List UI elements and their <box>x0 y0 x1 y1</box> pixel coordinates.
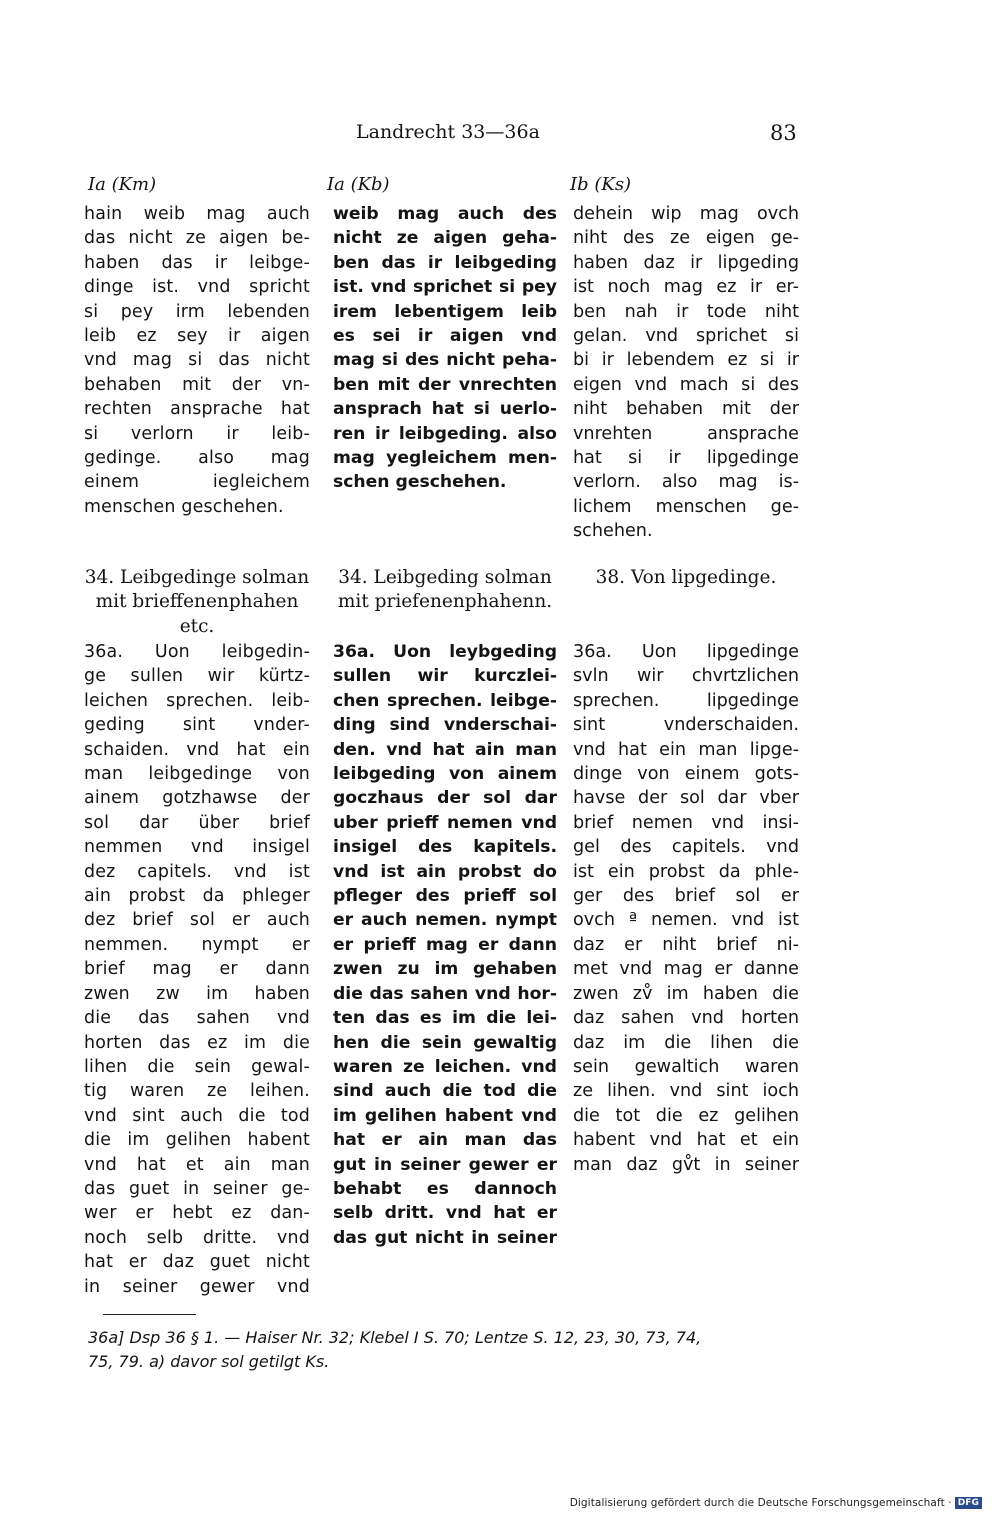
column-km-upper-line: einem iegleichem <box>84 472 310 493</box>
footnote-line-1: 36a] Dsp 36 § 1. — Haiser Nr. 32; Klebel I S. 70; Lentze S. 12, 23, 30, 73, 74, <box>88 1328 702 1347</box>
column-kb-lower-line: das gut nicht in seiner <box>333 1227 557 1248</box>
dfg-logo: DFG <box>955 1497 982 1509</box>
column-kb-lower-line: waren ze leichen. vnd <box>333 1056 557 1077</box>
column-km-lower-line: in seiner gewer vnd <box>84 1276 310 1297</box>
column-kb-lower-line: vnd ist ain probst do <box>333 861 557 882</box>
column-ks-section-title <box>573 566 799 590</box>
column-km-upper-line: haben das ir leibge- <box>84 252 310 273</box>
column-km-upper-line: leib ez sey ir aigen <box>84 326 310 347</box>
column-kb-lower-line: uber prieff nemen vnd <box>333 812 557 833</box>
column-kb-lower-line: hen die sein gewaltig <box>333 1032 557 1053</box>
column-km-lower-line: die das sahen vnd <box>84 1008 310 1029</box>
column-km-lower-line: die im gelihen habent <box>84 1130 310 1151</box>
column-ks-lower-line: daz er niht brief ni- <box>573 934 799 955</box>
column-km-lower-line: ge sullen wir kürtz- <box>84 666 310 687</box>
column-kb-upper-line: irem lebentigem leib <box>333 301 557 322</box>
column-km-upper-line: gedinge. also mag <box>84 448 310 469</box>
column-ks-lower-line: dinge von einem gots- <box>573 764 799 785</box>
page-header <box>0 121 1000 149</box>
column-km-upper-line: dinge ist. vnd spricht <box>84 277 310 298</box>
column-km-upper-line: rechten ansprache hat <box>84 399 310 420</box>
column-ks-lower-line: havse der sol dar vber <box>573 788 799 809</box>
column-ks-upper-line: lichem menschen ge- <box>573 496 799 517</box>
column-kb-title-line: enphahenn. <box>441 591 553 613</box>
column-km-upper-line: behaben mit der vn- <box>84 374 310 395</box>
column-km-lower-line: vnd hat et ain man <box>84 1154 310 1175</box>
column-kb-lower-line: behabt es dannoch <box>333 1178 557 1199</box>
column-ks-upper-line: ben nah ir tode niht <box>573 301 799 322</box>
column-kb-upper-line: ben mit der vnrechten <box>333 374 557 395</box>
column-kb-lower-line: hat er ain man das <box>333 1130 557 1151</box>
column-km-lower-line: lihen die sein gewal- <box>84 1056 310 1077</box>
column-kb-lower-line: insigel des kapitels. <box>333 837 557 858</box>
column-km-lower-line: leichen sprechen. leib- <box>84 690 310 711</box>
column-ks-lower-line: habent vnd hat et ein <box>573 1130 799 1151</box>
column-km-lower-line: nemmen vnd insigel <box>84 837 310 858</box>
column-kb-lower-line: zwen zu im gehaben <box>333 959 557 980</box>
column-ks-lower-line: ger des brief sol er <box>573 886 799 907</box>
column-kb-upper-line: mag si des nicht peha- <box>333 350 557 371</box>
column-ks-upper-line: dehein wip mag ovch <box>573 204 799 224</box>
column-kb-upper-line: ist. vnd sprichet si pey <box>333 277 557 298</box>
column-kb-lower-line: ding sind vnderschai- <box>333 715 557 736</box>
column-kb-lower-line: die das sahen vnd hor- <box>333 983 557 1004</box>
column-ks-lower-line: daz im die lihen die <box>573 1032 799 1053</box>
column-km-lower-line: nemmen. nympt er <box>84 934 310 955</box>
column-ks-upper-line: ist noch mag ez ir er- <box>573 277 799 298</box>
column-ks-lower-line: man daz gv̊t in seiner <box>573 1154 799 1175</box>
column-ks-upper-line: gelan. vnd sprichet si <box>573 326 799 347</box>
column-km-lower-line: vnd sint auch die tod <box>84 1105 310 1126</box>
column-ks-upper-line: hat si ir lipgedinge <box>573 448 799 469</box>
column-kb-upper-line: nicht ze aigen geha- <box>333 228 557 249</box>
column-km-title-line: enphahen etc. <box>179 591 299 637</box>
column-kb-lower-line: leibgeding von ainem <box>333 764 557 785</box>
column-ks-lower-line: die tot die ez gelihen <box>573 1105 799 1126</box>
funding-credit <box>570 1497 982 1509</box>
column-kb-upper-line: mag yegleichem men- <box>333 448 557 469</box>
column-kb-lower-line: chen sprechen. leibge- <box>333 690 557 711</box>
column-kb-upper-line: ben das ir leibgeding <box>333 252 557 273</box>
column-siglum-km: Ia (Km) <box>88 174 157 195</box>
column-km-lower-line: geding sint vnder- <box>84 715 310 736</box>
column-km-lower-line: sol dar über brief <box>84 812 310 833</box>
column-kb-upper-line: es sei ir aigen vnd <box>333 326 557 347</box>
column-ks-lower-line: sprechen. lipgedinge <box>573 690 799 711</box>
column-km-title-line: 34. Leibgedinge sol <box>84 567 269 588</box>
column-ks-upper-line: niht behaben mit der <box>573 399 799 420</box>
column-kb-lower-line: er auch nemen. nympt <box>333 910 557 931</box>
column-ks-upper-line: verlorn. also mag is- <box>573 472 799 493</box>
column-siglum-kb: Ia (Kb) <box>327 174 390 195</box>
column-ks-upper-line: haben daz ir lipgeding <box>573 252 799 273</box>
column-km-upper-line: das nicht ze aigen be- <box>84 228 310 249</box>
footnote <box>88 1326 808 1374</box>
column-kb-lower-line: sullen wir kurczlei- <box>333 666 557 687</box>
column-kb-upper-line: ren ir leibgeding. also <box>333 423 557 444</box>
column-ks-upper-line: eigen vnd mach si des <box>573 374 799 395</box>
page-number: 83 <box>770 121 797 145</box>
funding-note: Digitalisierung gefördert durch die Deutsche Forschungsgemeinschaft · <box>569 1497 952 1509</box>
column-kb-lower-line: ten das es im die lei- <box>333 1008 557 1029</box>
running-title: Landrecht 33—36a <box>356 121 540 143</box>
column-km-lower-text <box>84 640 310 1299</box>
column-kb-title-line: 34. Leibgeding sol <box>338 567 512 588</box>
column-kb-lower-line: den. vnd hat ain man <box>333 739 557 760</box>
column-km-lower-line: wer er hebt ez dan- <box>84 1203 310 1224</box>
column-ks-upper-line: bi ir lebendem ez si ir <box>573 350 799 371</box>
column-kb-lower-line: 36a. Uon leybgeding <box>333 642 557 662</box>
column-km-upper-line: menschen geschehen. <box>84 496 284 517</box>
column-ks-lower-line: zwen zv̊ im haben die <box>573 983 799 1004</box>
column-km-upper-line: hain weib mag auch <box>84 204 310 224</box>
column-ks-lower-line: ist ein probst da phle- <box>573 861 799 882</box>
column-ks-title-line: 38. Von lipgedinge. <box>595 567 777 588</box>
column-kb-lower-line: gut in seiner gewer er <box>333 1154 557 1175</box>
column-ks-lower-line: ze lihen. vnd sint ioch <box>573 1081 799 1102</box>
column-ks-lower-line: brief nemen vnd insi- <box>573 812 799 833</box>
column-km-upper-line: vnd mag si das nicht <box>84 350 310 371</box>
column-kb-lower-line: sind auch die tod die <box>333 1081 557 1102</box>
column-km-lower-line: hat er daz guet nicht <box>84 1252 310 1273</box>
column-kb-lower-line: goczhaus der sol dar <box>333 788 557 809</box>
column-km-lower-line: horten das ez im die <box>84 1032 310 1053</box>
column-ks-upper-line: niht des ze eigen ge- <box>573 228 799 249</box>
column-ks-upper-text <box>573 202 799 544</box>
column-ks-lower-line: ovch ª nemen. vnd ist <box>573 910 799 931</box>
footnote-line-2: 75, 79. a) davor sol getilgt Ks. <box>88 1352 330 1371</box>
column-siglum-ks: Ib (Ks) <box>570 174 632 195</box>
column-km-lower-line: schaiden. vnd hat ein <box>84 739 310 760</box>
column-km-section-title <box>84 566 310 639</box>
column-km-lower-line: man leibgedinge von <box>84 764 310 785</box>
column-ks-lower-line: svln wir chvrtzlichen <box>573 666 799 687</box>
column-ks-upper-line: vnrehten ansprache <box>573 423 799 444</box>
column-km-lower-line: brief mag er dann <box>84 959 310 980</box>
column-kb-lower-line: im gelihen habent vnd <box>333 1105 557 1126</box>
column-km-lower-line: dez brief sol er auch <box>84 910 310 931</box>
column-km-title-line: man mit brieffen <box>95 567 310 613</box>
footnote-rule <box>103 1314 196 1315</box>
column-kb-lower-line: er prieff mag er dann <box>333 934 557 955</box>
column-km-lower-line: das guet in seiner ge- <box>84 1178 310 1199</box>
column-kb-section-title <box>333 566 557 615</box>
column-kb-upper-line: weib mag auch des <box>333 204 557 224</box>
column-kb-upper-line: schen geschehen. <box>333 472 507 493</box>
column-km-lower-line: ainem gotzhawse der <box>84 788 310 809</box>
column-ks-lower-line: gel des capitels. vnd <box>573 837 799 858</box>
column-kb-title-line: man mit priefen <box>337 567 552 613</box>
column-kb-upper-text <box>333 202 557 495</box>
column-kb-upper-line: ansprach hat si uerlo- <box>333 399 557 420</box>
column-km-lower-line: tig waren ze leihen. <box>84 1081 310 1102</box>
column-km-lower-line: 36a. Uon leibgedin- <box>84 642 310 662</box>
column-km-lower-line: zwen zw im haben <box>84 983 310 1004</box>
column-ks-lower-text <box>573 640 799 1177</box>
column-km-lower-line: noch selb dritte. vnd <box>84 1227 310 1248</box>
column-kb-lower-line: pfleger des prieff sol <box>333 886 557 907</box>
column-ks-upper-line: schehen. <box>573 521 653 542</box>
column-ks-lower-line: sein gewaltich waren <box>573 1056 799 1077</box>
column-km-upper-line: si pey irm lebenden <box>84 301 310 322</box>
column-km-upper-line: si verlorn ir leib- <box>84 423 310 444</box>
column-ks-lower-line: sint vnderschaiden. <box>573 715 799 736</box>
column-km-upper-text <box>84 202 310 519</box>
column-km-lower-line: dez capitels. vnd ist <box>84 861 310 882</box>
column-kb-lower-line: selb dritt. vnd hat er <box>333 1203 557 1224</box>
column-ks-lower-line: vnd hat ein man lipge- <box>573 739 799 760</box>
column-ks-lower-line: daz sahen vnd horten <box>573 1008 799 1029</box>
column-ks-lower-line: 36a. Uon lipgedinge <box>573 642 799 662</box>
column-ks-lower-line: met vnd mag er danne <box>573 959 799 980</box>
column-km-lower-line: ain probst da phleger <box>84 886 310 907</box>
column-kb-lower-text <box>333 640 557 1250</box>
